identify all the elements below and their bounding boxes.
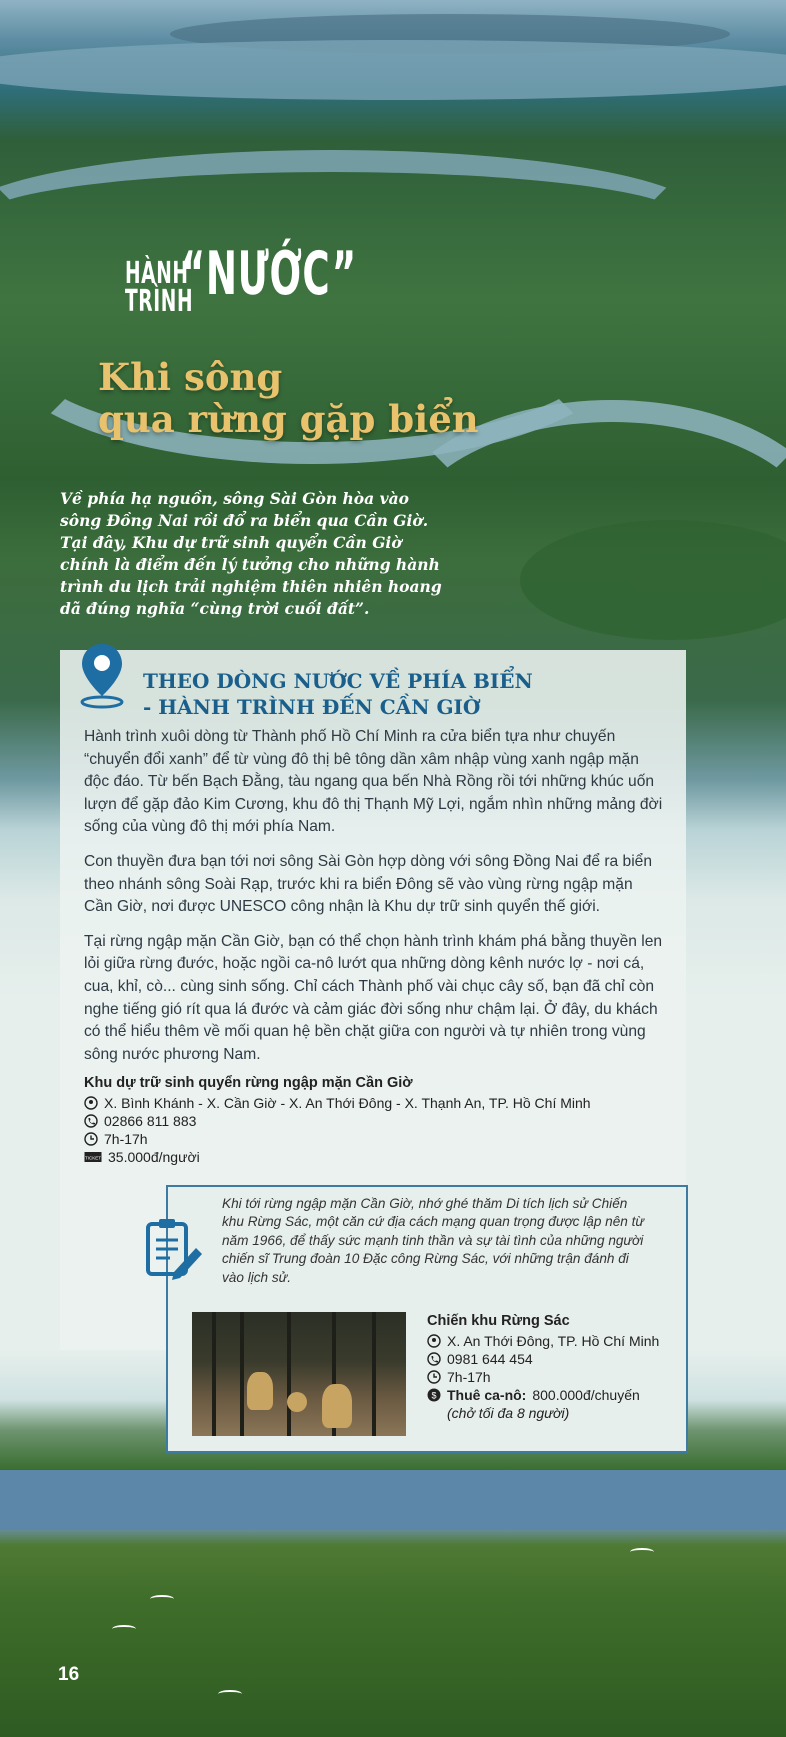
phone-row	[427, 1350, 677, 1368]
page-number: 16	[58, 1664, 80, 1685]
address-row	[84, 1094, 644, 1112]
kicker-line1: HÀNH	[125, 256, 189, 291]
place-name: Khu dự trữ sinh quyển rừng ngập mặn Cần Giờ	[84, 1075, 413, 1091]
body-paragraph: Con thuyền đưa bạn tới nơi sông Sài Gòn hợp dòng với sông Đồng Nai để ra biển theo nhánh sông Soài Rạp, trước khi ra biển Đông sẽ vào vùng rừng ngập mặn Cần Giờ, nơi được UNESCO công nhận là Khu dự trữ sinh quyển thế giới.	[84, 852, 653, 916]
phone-text: 0981 644 454	[447, 1351, 533, 1367]
bird-decoration	[150, 1595, 174, 1603]
body-paragraph: Tại rừng ngập mặn Cần Giờ, bạn có thể chọn hành trình khám phá bằng thuyền len lỏi giữa rừng đước, hoặc ngồi ca-nô lướt qua những dòng kênh nước lợ - nơi cá, cua, khỉ, cò... cùng sinh sống. Chỉ cách Thành phố vài chục cây số, bạn đã chỉ còn nghe tiếng gió rít qua lá đước và cảm giác đời sống như chậm lại. Ở đây, du khách có thể hiểu thêm về mối quan hệ bền chặt giữa con người và tự nhiên trong vùng sông nước phương Nam.	[84, 932, 663, 1063]
hours-row	[427, 1368, 677, 1386]
place-name: Chiến khu Rừng Sác	[427, 1313, 570, 1329]
section-kicker	[125, 239, 385, 319]
article-body	[84, 726, 664, 1078]
address-text: X. Bình Khánh - X. Cần Giờ - X. An Thới Đông - X. Thạnh An, TP. Hồ Chí Minh	[104, 1095, 591, 1111]
body-paragraph: Hành trình xuôi dòng từ Thành phố Hồ Chí Minh ra cửa biển tựa như chuyến “chuyển đổi xanh” để từ vùng đô thị bê tông dần xâm nhập vùng xanh ngập mặn độc đáo. Từ bến Bạch Đằng, tàu ngang qua bến Nhà Rồng rồi tới những khúc uốn lượn để gặp đảo Kim Cương, khu đô thị Thạnh Mỹ Lợi, ngắm nhìn những mảng đời sống của vùng đô thị mới phía Nam.	[84, 728, 663, 836]
hours-text: 7h-17h	[104, 1131, 148, 1147]
headline-line2: qua rừng gặp biển	[98, 397, 479, 441]
boat-note: (chở tối đa 8 người)	[447, 1405, 570, 1421]
river-band	[0, 1470, 786, 1530]
section-title-line1: THEO DÒNG NƯỚC VỀ PHÍA BIỂN	[143, 669, 533, 693]
callout-note: Khi tới rừng ngập mặn Cần Giờ, nhớ ghé thăm Di tích lịch sử Chiến khu Rừng Sác, một căn cứ địa cách mạng quan trọng được lập nên từ năm 1966, để thấy sức mạnh tinh thần và sự tài tình của những người chiến sĩ Trung đoàn 10 Đặc công Rừng Sác, với những trận đánh đi vào lịch sử.	[222, 1196, 645, 1285]
kicker-big: “NƯỚC”	[180, 239, 357, 309]
boat-price: 800.000đ/chuyến	[532, 1387, 640, 1403]
dollar-coin-icon	[427, 1388, 441, 1402]
section-title-line2: - HÀNH TRÌNH ĐẾN CẦN GIỜ	[143, 695, 481, 719]
price-text: 35.000đ/người	[108, 1149, 200, 1165]
section-title	[143, 668, 533, 720]
clock-icon	[84, 1132, 98, 1146]
sea-area	[0, 40, 786, 100]
page-title	[98, 356, 479, 440]
map-pin-icon	[427, 1334, 441, 1348]
lede-paragraph: Về phía hạ nguồn, sông Sài Gòn hòa vào sông Đồng Nai rồi đổ ra biển qua Cần Giờ. Tại đây, Khu dự trữ sinh quyển Cần Giờ chính là điểm đến lý tưởng cho những hành trình du lịch trải nghiệm thiên nhiên hoang dã đúng nghĩa “cùng trời cuối đất”.	[60, 489, 442, 618]
ticket-label: TICKET	[84, 1155, 102, 1161]
forest-statue-photo	[192, 1312, 406, 1436]
ticket-icon	[84, 1150, 102, 1164]
hours-row	[84, 1130, 644, 1148]
place-info-biosphere	[84, 1074, 644, 1166]
bird-decoration	[218, 1690, 242, 1698]
place-info-rung-sac	[427, 1312, 677, 1422]
phone-text: 02866 811 883	[104, 1113, 197, 1129]
location-pin-icon	[76, 640, 128, 710]
clipboard-pencil-icon	[144, 1216, 206, 1286]
map-pin-icon	[84, 1096, 98, 1110]
bird-decoration	[630, 1548, 654, 1556]
bird-decoration	[112, 1625, 136, 1633]
address-row	[427, 1332, 677, 1350]
address-text: X. An Thới Đông, TP. Hồ Chí Minh	[447, 1333, 660, 1349]
phone-icon	[427, 1352, 441, 1366]
phone-icon	[84, 1114, 98, 1128]
price-row	[84, 1148, 644, 1166]
kicker-line2: TRÌNH	[125, 284, 194, 319]
headline-line1: Khi sông	[98, 355, 283, 399]
boat-label: Thuê ca-nô:	[447, 1387, 527, 1403]
boat-row	[427, 1386, 677, 1404]
clock-icon	[427, 1370, 441, 1384]
svg-text:$: $	[431, 1390, 437, 1401]
hours-text: 7h-17h	[447, 1369, 491, 1385]
phone-row	[84, 1112, 644, 1130]
